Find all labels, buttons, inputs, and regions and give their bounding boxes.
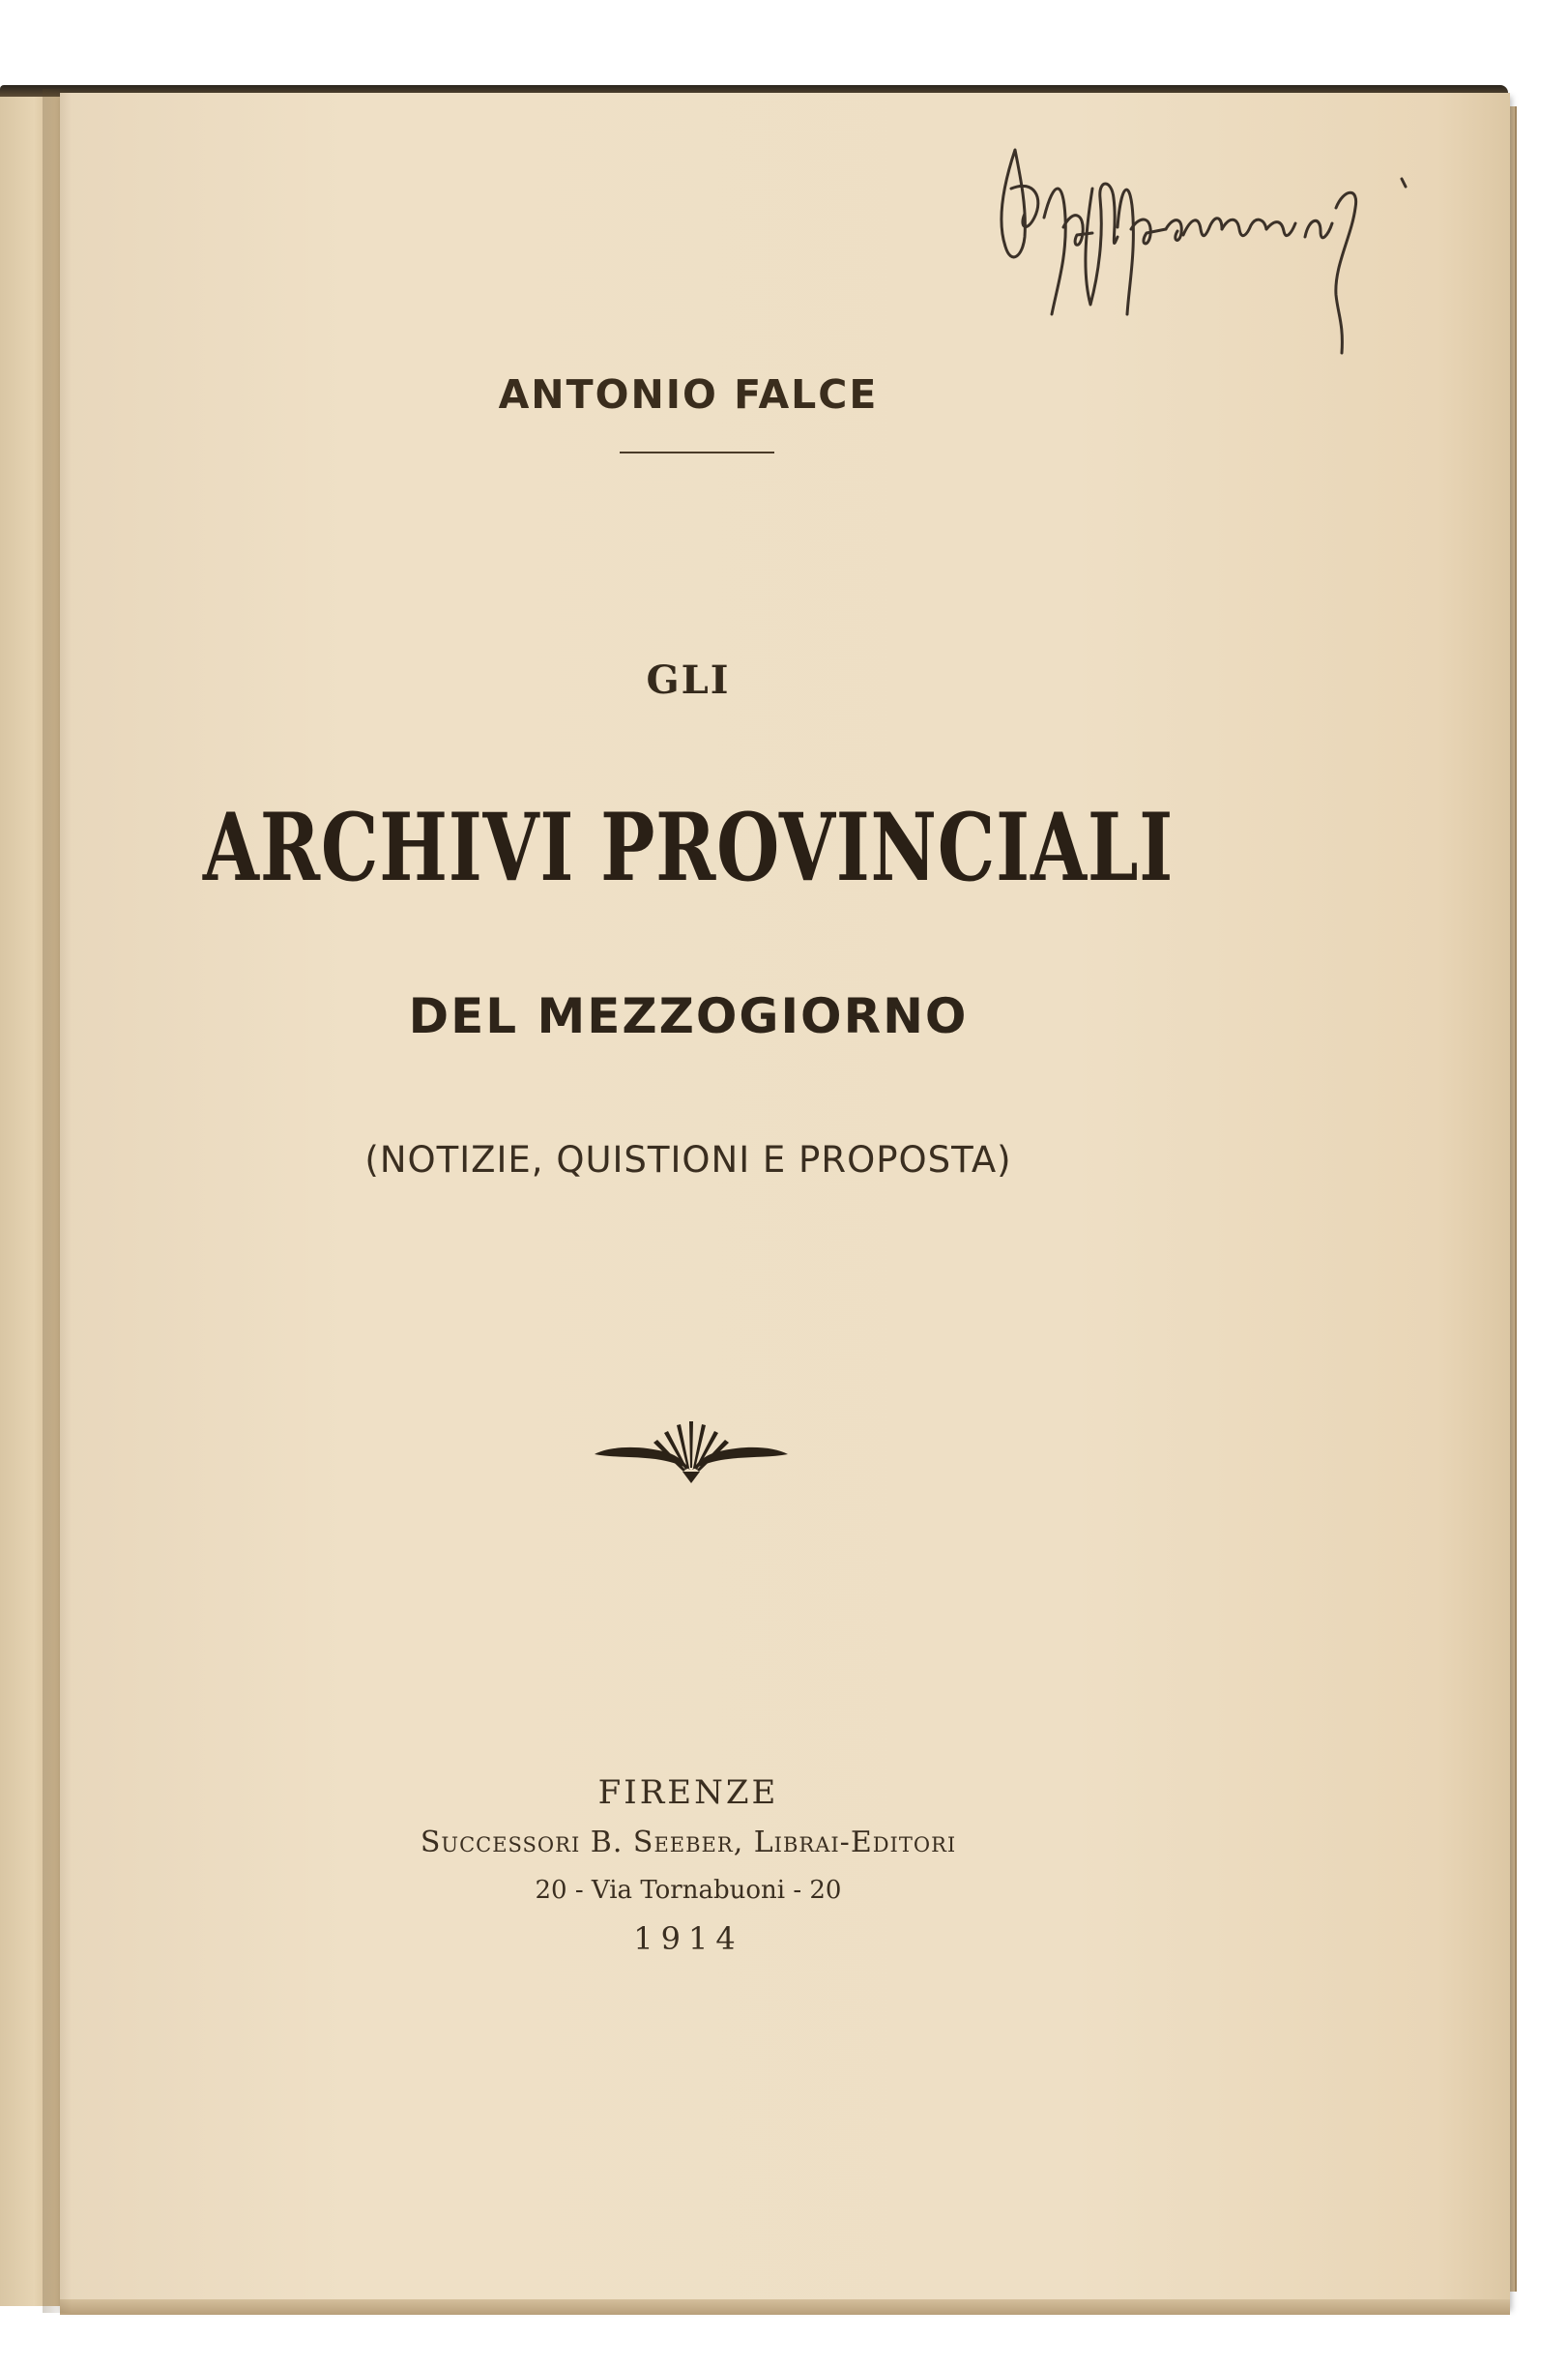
title-article: GLI (646, 658, 731, 703)
fan-ornament-icon (590, 1414, 793, 1491)
page-edge-bottom (60, 2299, 1510, 2315)
imprint-city: FIRENZE (597, 1773, 779, 1812)
description: (NOTIZIE, QUISTIONI E PROPOSTA) (364, 1139, 1012, 1181)
imprint-publisher: Successori B. Seeber, Librai-Editori (420, 1826, 957, 1859)
imprint-year: 1914 (633, 1920, 743, 1957)
imprint-address: 20 - Via Tornabuoni - 20 (535, 1876, 842, 1905)
author-name: ANTONIO FALCE (498, 371, 879, 418)
subtitle: DEL MEZZOGIORNO (408, 988, 969, 1044)
author-rule (620, 452, 774, 453)
title-page (60, 93, 1510, 2307)
handwritten-signature (976, 121, 1460, 372)
main-title: ARCHIVI PROVINCIALI (202, 793, 1175, 902)
spine-shadow (43, 89, 72, 2313)
